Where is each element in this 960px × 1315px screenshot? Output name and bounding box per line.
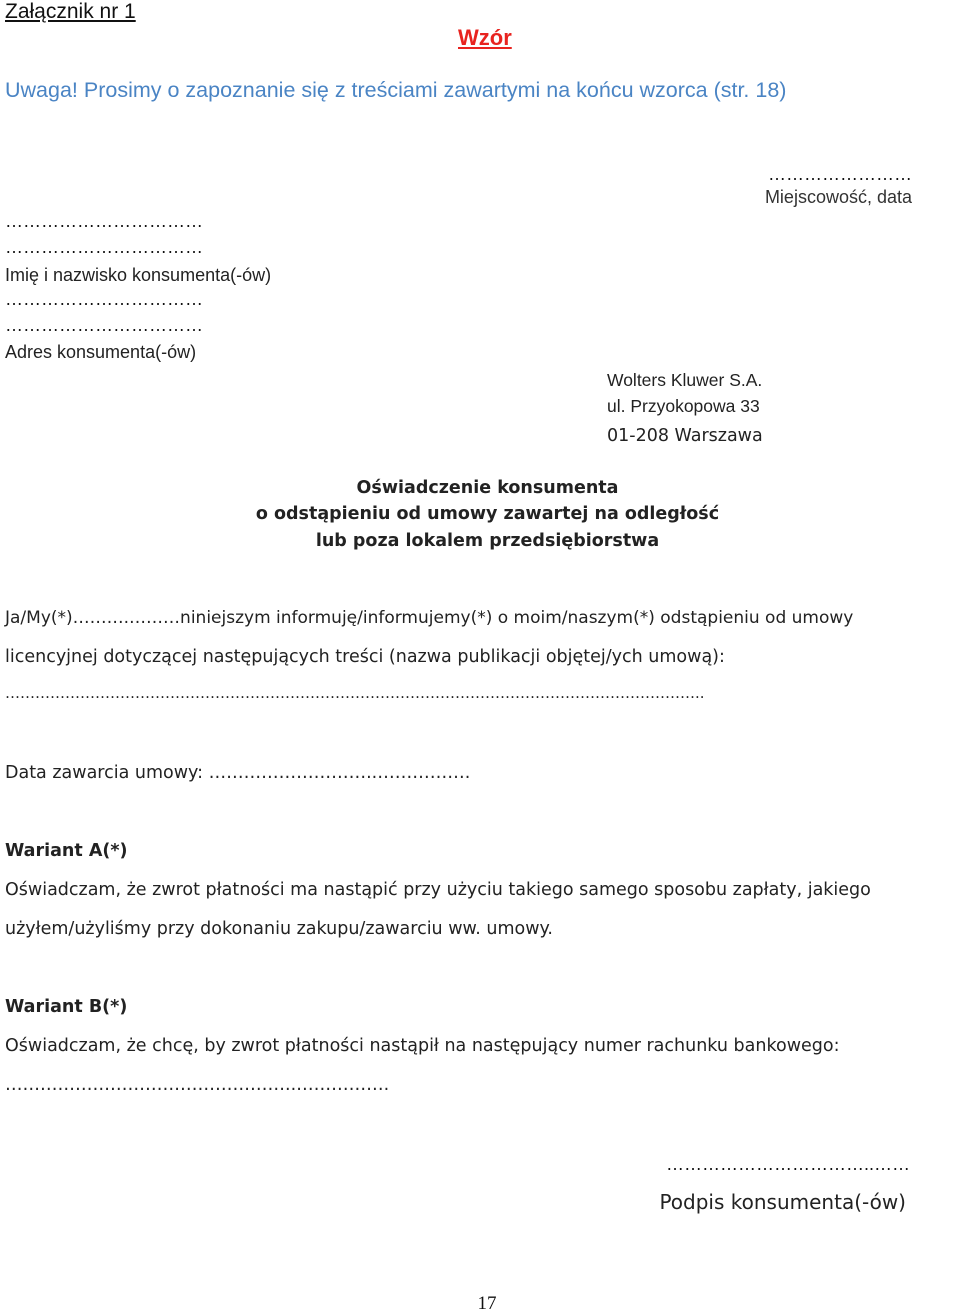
notice-text: Uwaga! Prosimy o zapoznanie się z treściami zawartymi na końcu wzorca (str. 18) [5, 78, 787, 102]
attachment-title: Załącznik nr 1 [5, 0, 136, 23]
place-date-dots: …………………… [768, 164, 912, 184]
place-date-label: Miejscowość, data [764, 187, 912, 207]
address-label: Adres konsumenta(-ów) [5, 342, 197, 362]
variant-a-line-2: użyłem/użyliśmy przy dokonaniu zakupu/zawarciu ww. umowy. [5, 919, 553, 939]
variant-b-line-1: Oświadczam, że chcę, by zwrot płatności nastąpił na następujący numer rachunku bankowego: [5, 1036, 840, 1056]
publication-name-dots: ………………………………………………………………………………………………………………………….. [5, 684, 705, 702]
withdrawal-statement-line-2: licencyjnej dotyczącej następujących treści (nazwa publikacji objętej/ych umową): [5, 647, 725, 667]
recipient-company: Wolters Kluwer S.A. [607, 370, 763, 390]
declaration-title-line-1: Oświadczenie konsumenta [356, 478, 619, 498]
declaration-title-line-2: o odstąpieniu od umowy zawartej na odległość [255, 504, 720, 524]
recipient-street: ul. Przyokopowa 33 [607, 396, 760, 416]
name-dots-1: …………………………… [5, 211, 203, 231]
template-label: Wzór [458, 25, 512, 50]
signature-label: Podpis konsumenta(-ów) [659, 1190, 906, 1214]
bank-account-dots: …………………………………………..……………. [5, 1075, 390, 1095]
declaration-title-line-3: lub poza lokalem przedsiębiorstwa [315, 531, 660, 551]
contract-date: Data zawarcia umowy: ………………………..……………. [5, 763, 471, 783]
variant-a-line-1: Oświadczam, że zwrot płatności ma nastąpić przy użyciu takiego samego sposobu zapłaty, jakiego [5, 880, 871, 900]
address-dots-1: …………………………… [5, 289, 203, 309]
address-dots-2: …………………………… [5, 315, 203, 335]
variant-a-heading: Wariant A(*) [5, 841, 128, 861]
name-label: Imię i nazwisko konsumenta(-ów) [5, 265, 272, 285]
page-number: 17 [477, 1293, 497, 1314]
recipient-city: 01-208 Warszawa [607, 426, 763, 446]
name-dots-2: …………………………… [5, 237, 203, 257]
withdrawal-statement-line-1: Ja/My(*)……….………niniejszym informuję/informujemy(*) o moim/naszym(*) odstąpieniu od umowy [5, 608, 854, 628]
signature-dots: ……………………………..…… [665, 1154, 910, 1174]
variant-b-heading: Wariant B(*) [5, 997, 128, 1017]
